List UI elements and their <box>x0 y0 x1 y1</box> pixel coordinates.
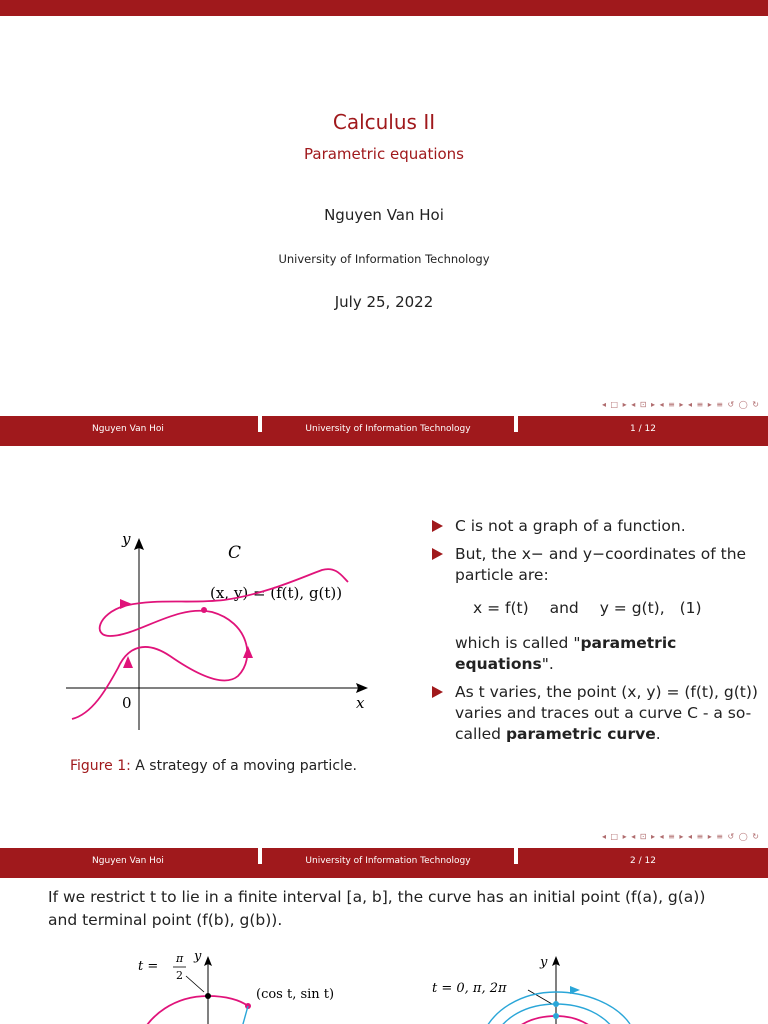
footer-author: Nguyen Van Hoi <box>92 424 164 434</box>
beamer-navigation-icons[interactable]: ◂ □ ▸ ◂ ⊡ ▸ ◂ ≡ ▸ ◂ ≡ ▸ ≡ ↺ ◯ ↻ <box>602 400 760 409</box>
point-marker <box>553 1001 559 1007</box>
figure-caption-text: A strategy of a moving particle. <box>135 758 357 774</box>
presentation-subtitle: Parametric equations <box>304 145 464 163</box>
t-equals-label: t = <box>138 959 159 974</box>
slide-parametric-curve <box>0 448 768 880</box>
y-axis-label: y <box>540 955 548 970</box>
point-top <box>205 993 211 999</box>
footer-page-number: 2 / 12 <box>630 856 656 866</box>
origin-label: 0 <box>122 694 132 712</box>
parametric-equations-note: which is called "parametric equations". <box>455 634 677 673</box>
moving-point <box>201 607 207 613</box>
top-bar <box>0 0 768 16</box>
circle-arc-outer <box>480 992 630 1024</box>
repeated-circle-figure <box>420 942 740 1024</box>
pointer-line <box>186 976 204 992</box>
circle-arc-inner <box>504 1016 602 1024</box>
footer-institute: University of Information Technology <box>305 424 471 434</box>
presentation-title: Calculus II <box>332 110 436 134</box>
t-values-label: t = 0, π, 2π <box>432 981 507 996</box>
bullet-item: But, the x− and y−coordinates of the particle are: <box>430 544 760 586</box>
direction-arrow <box>570 986 580 994</box>
bullet-list <box>430 516 760 752</box>
equation-1: x = f(t) and y = g(t), (1) <box>473 599 702 617</box>
title-slide <box>0 0 768 448</box>
point-marker <box>553 1013 559 1019</box>
footer-page-number: 1 / 12 <box>630 424 656 434</box>
presentation-date: July 25, 2022 <box>334 293 434 311</box>
slide-interval-restriction <box>0 880 768 1024</box>
point-label: (cos t, sin t) <box>256 987 335 1002</box>
interval-paragraph: If we restrict t to lie in a finite interval [a, b], the curve has an initial point (f(a), g(a)) and terminal point (f(b), g(b)). <box>48 888 706 929</box>
circle-arc <box>138 996 248 1024</box>
figure-caption <box>70 758 357 774</box>
x-axis-label: x <box>356 694 365 712</box>
bullet-item: C is not a graph of a function. <box>430 516 760 537</box>
direction-arrow <box>120 599 132 609</box>
beamer-navigation-icons[interactable]: ◂ □ ▸ ◂ ⊡ ▸ ◂ ≡ ▸ ◂ ≡ ▸ ≡ ↺ ◯ ↻ <box>602 832 760 841</box>
direction-arrow <box>243 646 253 658</box>
t-fraction-numerator: π <box>176 952 184 965</box>
footer-author: Nguyen Van Hoi <box>92 856 164 866</box>
footer-bar <box>0 416 768 446</box>
curve-label: C <box>228 543 242 563</box>
institute-name: University of Information Technology <box>278 252 490 266</box>
footer-institute: University of Information Technology <box>305 856 471 866</box>
y-axis-label: y <box>194 949 202 964</box>
figure-caption-prefix: Figure 1: <box>70 758 131 774</box>
author-name: Nguyen Van Hoi <box>324 206 444 224</box>
t-fraction-denominator: 2 <box>176 969 183 982</box>
radius-line <box>238 1006 248 1024</box>
footer-bar <box>0 848 768 878</box>
bullet-item: As t varies, the point (x, y) = (f(t), g(t)) varies and traces out a curve C - a so-called parametric curve. <box>430 682 760 745</box>
point-label: (x, y) = (f(t), g(t)) <box>210 584 343 602</box>
y-axis-label: y <box>122 530 131 548</box>
